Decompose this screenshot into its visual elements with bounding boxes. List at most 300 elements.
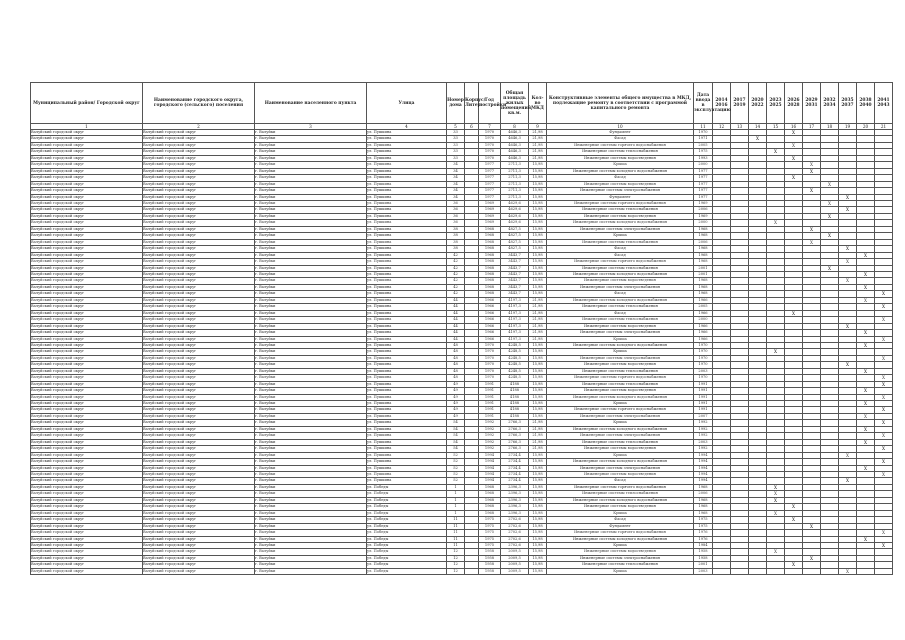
- house-number-cell: 38: [447, 233, 465, 239]
- district-cell: Валуйский городской округ: [31, 491, 143, 497]
- column-header: 2029 2031: [803, 83, 821, 124]
- built-year-cell: 1966: [479, 336, 501, 342]
- column-header: 2038 2040: [857, 83, 875, 124]
- locality-cell: г. Валуйки: [255, 162, 367, 168]
- count-cell: 15,98: [529, 491, 547, 497]
- house-number-cell: 38: [447, 239, 465, 245]
- locality-cell: г. Валуйки: [255, 291, 367, 297]
- scheduled-mark: X: [767, 491, 785, 497]
- street-cell: ул. Победы: [367, 543, 447, 549]
- area-cell: 2734,4: [501, 452, 529, 458]
- built-year-cell: 1977: [479, 181, 501, 187]
- count-cell: 15,98: [529, 401, 547, 407]
- commission-date-cell: 1966: [694, 336, 713, 342]
- commission-date-cell: 1994: [694, 465, 713, 471]
- element-cell: Инженерные системы теплоснабжения: [547, 439, 694, 445]
- street-cell: ул. Победы: [367, 523, 447, 529]
- commission-date-cell: 2001: [694, 265, 713, 271]
- commission-date-cell: 1968: [694, 497, 713, 503]
- house-number-cell: 52: [447, 465, 465, 471]
- built-year-cell: 1975: [479, 536, 501, 542]
- house-number-cell: 52: [447, 452, 465, 458]
- commission-date-cell: 1991: [694, 401, 713, 407]
- house-number-cell: 49: [447, 407, 465, 413]
- element-cell: Крыша: [547, 162, 694, 168]
- settlement-cell: Валуйский городской округ: [143, 265, 255, 271]
- district-cell: Валуйский городской округ: [31, 504, 143, 510]
- locality-cell: г. Валуйки: [255, 543, 367, 549]
- column-header: Муниципальный район/ Городской округ: [31, 83, 143, 124]
- column-number: 12: [713, 124, 731, 130]
- scheduled-mark: X: [839, 246, 857, 252]
- street-cell: ул. Пушкина: [367, 420, 447, 426]
- district-cell: Валуйский городской округ: [31, 420, 143, 426]
- street-cell: ул. Пушкина: [367, 246, 447, 252]
- house-number-cell: 42: [447, 278, 465, 284]
- area-cell: 4248,5: [501, 342, 529, 348]
- column-header: Улица: [367, 83, 447, 124]
- house-number-cell: 44: [447, 317, 465, 323]
- district-cell: Валуйский городской округ: [31, 523, 143, 529]
- locality-cell: г. Валуйки: [255, 226, 367, 232]
- built-year-cell: 1992: [479, 420, 501, 426]
- commission-date-cell: 1977: [694, 188, 713, 194]
- commission-date-cell: 1984: [694, 543, 713, 549]
- street-cell: ул. Пушкина: [367, 459, 447, 465]
- count-cell: 15,98: [529, 265, 547, 271]
- street-cell: ул. Пушкина: [367, 239, 447, 245]
- street-cell: ул. Пушкина: [367, 162, 447, 168]
- count-cell: 15,98: [529, 342, 547, 348]
- district-cell: Валуйский городской округ: [31, 194, 143, 200]
- built-year-cell: 1975: [479, 523, 501, 529]
- street-cell: ул. Победы: [367, 517, 447, 523]
- district-cell: Валуйский городской округ: [31, 188, 143, 194]
- element-cell: Инженерные системы водоотведения: [547, 278, 694, 284]
- built-year-cell: 1969: [479, 213, 501, 219]
- settlement-cell: Валуйский городской округ: [143, 136, 255, 142]
- area-cell: 4188: [501, 413, 529, 419]
- locality-cell: г. Валуйки: [255, 433, 367, 439]
- count-cell: 15,98: [529, 549, 547, 555]
- scheduled-mark: X: [767, 484, 785, 490]
- column-number: 15: [767, 124, 785, 130]
- count-cell: 15,98: [529, 459, 547, 465]
- count-cell: 15,98: [529, 465, 547, 471]
- settlement-cell: Валуйский городской округ: [143, 394, 255, 400]
- district-cell: Валуйский городской округ: [31, 310, 143, 316]
- commission-date-cell: 1977: [694, 181, 713, 187]
- commission-date-cell: 1969: [694, 213, 713, 219]
- element-cell: Инженерные системы холодного водоснабжения: [547, 394, 694, 400]
- count-cell: 15,98: [529, 388, 547, 394]
- street-cell: ул. Пушкина: [367, 233, 447, 239]
- street-cell: ул. Пушкина: [367, 472, 447, 478]
- element-cell: Крыша: [547, 336, 694, 342]
- scheduled-mark: X: [803, 188, 821, 194]
- commission-date-cell: 1994: [694, 478, 713, 484]
- street-cell: ул. Пушкина: [367, 278, 447, 284]
- area-cell: 2009,5: [501, 555, 529, 561]
- commission-date-cell: 1969: [694, 200, 713, 206]
- element-cell: Инженерные системы горячего водоснабжения: [547, 484, 694, 490]
- district-cell: Валуйский городской округ: [31, 517, 143, 523]
- column-header: 2014 2016: [713, 83, 731, 124]
- commission-date-cell: 1966: [694, 310, 713, 316]
- scheduled-mark: X: [821, 181, 839, 187]
- scheduled-mark: X: [857, 297, 875, 303]
- house-number-cell: 54: [447, 439, 465, 445]
- street-cell: ул. Победы: [367, 484, 447, 490]
- settlement-cell: Валуйский городской округ: [143, 555, 255, 561]
- locality-cell: г. Валуйки: [255, 233, 367, 239]
- settlement-cell: Валуйский городской округ: [143, 381, 255, 387]
- area-cell: 4248,5: [501, 375, 529, 381]
- locality-cell: г. Валуйки: [255, 394, 367, 400]
- area-cell: 2711,3: [501, 194, 529, 200]
- scheduled-mark: X: [803, 555, 821, 561]
- period-cell: [785, 568, 803, 574]
- house-number-cell: 36: [447, 207, 465, 213]
- locality-cell: г. Валуйки: [255, 472, 367, 478]
- column-number: 16: [785, 124, 803, 130]
- settlement-cell: Валуйский городской округ: [143, 271, 255, 277]
- column-number: 18: [821, 124, 839, 130]
- built-year-cell: 1994: [479, 465, 501, 471]
- district-cell: Валуйский городской округ: [31, 252, 143, 258]
- locality-cell: г. Валуйки: [255, 336, 367, 342]
- area-cell: 2711,3: [501, 175, 529, 181]
- settlement-cell: Валуйский городской округ: [143, 142, 255, 148]
- count-cell: 15,98: [529, 207, 547, 213]
- commission-date-cell: 1977: [694, 175, 713, 181]
- street-cell: ул. Пушкина: [367, 388, 447, 394]
- street-cell: ул. Победы: [367, 568, 447, 574]
- area-cell: 3443,7: [501, 291, 529, 297]
- district-cell: Валуйский городской округ: [31, 478, 143, 484]
- scheduled-mark: X: [875, 375, 893, 381]
- scheduled-mark: X: [821, 200, 839, 206]
- count-cell: 15,98: [529, 413, 547, 419]
- area-cell: 4188: [501, 407, 529, 413]
- commission-date-cell: 2001: [694, 562, 713, 568]
- street-cell: ул. Пушкина: [367, 291, 447, 297]
- settlement-cell: Валуйский городской округ: [143, 194, 255, 200]
- street-cell: ул. Пушкина: [367, 336, 447, 342]
- district-cell: Валуйский городской округ: [31, 175, 143, 181]
- locality-cell: г. Валуйки: [255, 349, 367, 355]
- built-year-cell: 1991: [479, 394, 501, 400]
- house-number-cell: 44: [447, 297, 465, 303]
- district-cell: Валуйский городской округ: [31, 510, 143, 516]
- commission-date-cell: 2007: [694, 413, 713, 419]
- street-cell: ул. Пушкина: [367, 478, 447, 484]
- element-cell: Инженерные системы горячего водоснабжения: [547, 259, 694, 265]
- locality-cell: г. Валуйки: [255, 484, 367, 490]
- locality-cell: г. Валуйки: [255, 155, 367, 161]
- column-number: 6: [465, 124, 479, 130]
- settlement-cell: Валуйский городской округ: [143, 181, 255, 187]
- element-cell: Инженерные системы горячего водоснабжения: [547, 530, 694, 536]
- settlement-cell: Валуйский городской округ: [143, 523, 255, 529]
- count-cell: 15,98: [529, 162, 547, 168]
- house-number-cell: 42: [447, 284, 465, 290]
- house-number-cell: 42: [447, 291, 465, 297]
- district-cell: Валуйский городской округ: [31, 472, 143, 478]
- period-cell: [713, 568, 731, 574]
- locality-cell: г. Валуйки: [255, 517, 367, 523]
- built-year-cell: 1992: [479, 439, 501, 445]
- area-cell: 4646,3: [501, 136, 529, 142]
- commission-date-cell: 1966: [694, 323, 713, 329]
- district-cell: Валуйский городской округ: [31, 530, 143, 536]
- scheduled-mark: X: [839, 323, 857, 329]
- house-number-cell: 44: [447, 336, 465, 342]
- house-number-cell: 48: [447, 362, 465, 368]
- column-header: Наименование городского округа, городского (сельского) поселения: [143, 83, 255, 124]
- element-cell: Инженерные системы холодного водоснабжения: [547, 297, 694, 303]
- area-cell: 4197,3: [501, 304, 529, 310]
- column-number: 4: [367, 124, 447, 130]
- locality-cell: г. Валуйки: [255, 523, 367, 529]
- settlement-cell: Валуйский городской округ: [143, 484, 255, 490]
- built-year-cell: 1975: [479, 530, 501, 536]
- scheduled-mark: X: [875, 291, 893, 297]
- commission-date-cell: 1992: [694, 446, 713, 452]
- scheduled-mark: X: [857, 388, 875, 394]
- house-number-cell: 34: [447, 168, 465, 174]
- commission-date-cell: 2003: [694, 368, 713, 374]
- built-year-cell: 1992: [479, 426, 501, 432]
- settlement-cell: Валуйский городской округ: [143, 517, 255, 523]
- district-cell: Валуйский городской округ: [31, 426, 143, 432]
- element-cell: Крыша: [547, 543, 694, 549]
- element-cell: Инженерные системы водоотведения: [547, 549, 694, 555]
- locality-cell: г. Валуйки: [255, 278, 367, 284]
- count-cell: 21,98: [529, 323, 547, 329]
- street-cell: ул. Пушкина: [367, 220, 447, 226]
- settlement-cell: Валуйский городской округ: [143, 362, 255, 368]
- scheduled-mark: X: [803, 226, 821, 232]
- column-header: 2020 2022: [749, 83, 767, 124]
- area-cell: 3443,7: [501, 252, 529, 258]
- settlement-cell: Валуйский городской округ: [143, 188, 255, 194]
- settlement-cell: Валуйский городской округ: [143, 504, 255, 510]
- built-year-cell: 1969: [479, 207, 501, 213]
- house-number-cell: 12: [447, 562, 465, 568]
- commission-date-cell: 1968: [694, 291, 713, 297]
- settlement-cell: Валуйский городской округ: [143, 200, 255, 206]
- element-cell: Инженерные системы теплоснабжения: [547, 265, 694, 271]
- locality-cell: г. Валуйки: [255, 323, 367, 329]
- column-header: Корпус/ Литер: [465, 83, 479, 124]
- element-cell: Инженерные системы водоотведения: [547, 213, 694, 219]
- scheduled-mark: X: [785, 175, 803, 181]
- street-cell: ул. Пушкина: [367, 426, 447, 432]
- scheduled-mark: X: [839, 568, 857, 574]
- district-cell: Валуйский городской округ: [31, 368, 143, 374]
- built-year-cell: 1968: [479, 491, 501, 497]
- house-number-cell: 1: [447, 484, 465, 490]
- area-cell: 4629,6: [501, 213, 529, 219]
- count-cell: 15,98: [529, 213, 547, 219]
- scheduled-mark: X: [785, 310, 803, 316]
- count-cell: 15,98: [529, 536, 547, 542]
- locality-cell: г. Валуйки: [255, 265, 367, 271]
- count-cell: 15,98: [529, 168, 547, 174]
- commission-date-cell: 1970: [694, 349, 713, 355]
- locality-cell: г. Валуйки: [255, 284, 367, 290]
- locality-cell: г. Валуйки: [255, 200, 367, 206]
- built-year-cell: 1968: [479, 484, 501, 490]
- area-cell: 2766,3: [501, 420, 529, 426]
- area-cell: 4188: [501, 401, 529, 407]
- locality-cell: г. Валуйки: [255, 413, 367, 419]
- street-cell: ул. Пушкина: [367, 413, 447, 419]
- street-cell: ул. Пушкина: [367, 284, 447, 290]
- street-cell: ул. Пушкина: [367, 446, 447, 452]
- element-cell: Инженерные системы теплоснабжения: [547, 562, 694, 568]
- commission-date-cell: 1977: [694, 168, 713, 174]
- commission-date-cell: 1966: [694, 297, 713, 303]
- street-cell: ул. Пушкина: [367, 317, 447, 323]
- locality-cell: г. Валуйки: [255, 426, 367, 432]
- element-cell: Фасад: [547, 175, 694, 181]
- count-cell: 15,98: [529, 394, 547, 400]
- district-cell: Валуйский городской округ: [31, 413, 143, 419]
- settlement-cell: Валуйский городской округ: [143, 491, 255, 497]
- house-number-cell: 48: [447, 375, 465, 381]
- locality-cell: г. Валуйки: [255, 375, 367, 381]
- element-cell: Инженерные системы электроснабжения: [547, 413, 694, 419]
- commission-date-cell: 2003: [694, 568, 713, 574]
- count-cell: 21,98: [529, 310, 547, 316]
- built-year-cell: 1968: [479, 497, 501, 503]
- locality-cell: г. Валуйки: [255, 555, 367, 561]
- period-cell: [731, 568, 749, 574]
- column-header: 2026 2028: [785, 83, 803, 124]
- street-cell: ул. Победы: [367, 555, 447, 561]
- built-year-cell: 1970: [479, 375, 501, 381]
- area-cell: 2702,6: [501, 543, 529, 549]
- settlement-cell: Валуйский городской округ: [143, 530, 255, 536]
- scheduled-mark: X: [857, 252, 875, 258]
- count-cell: 21,98: [529, 446, 547, 452]
- scheduled-mark: X: [767, 497, 785, 503]
- house-number-cell: 12: [447, 568, 465, 574]
- settlement-cell: Валуйский городской округ: [143, 226, 255, 232]
- column-header: Дата ввода в эксплуатацию: [694, 83, 713, 124]
- street-cell: ул. Победы: [367, 562, 447, 568]
- area-cell: 2009,5: [501, 562, 529, 568]
- area-cell: 2702,6: [501, 536, 529, 542]
- element-cell: Инженерные системы электроснабжения: [547, 433, 694, 439]
- area-cell: 4646,3: [501, 149, 529, 155]
- area-cell: 2396,3: [501, 497, 529, 503]
- settlement-cell: Валуйский городской округ: [143, 336, 255, 342]
- built-year-cell: 1970: [479, 136, 501, 142]
- area-cell: 4248,5: [501, 362, 529, 368]
- locality-cell: г. Валуйки: [255, 239, 367, 245]
- house-number-cell: 49: [447, 381, 465, 387]
- element-cell: Фасад: [547, 291, 694, 297]
- house-number-cell: 48: [447, 349, 465, 355]
- built-year-cell: 1969: [479, 200, 501, 206]
- district-cell: Валуйский городской округ: [31, 323, 143, 329]
- area-cell: 4248,5: [501, 349, 529, 355]
- commission-date-cell: 2006: [694, 491, 713, 497]
- commission-date-cell: 1970: [694, 342, 713, 348]
- area-cell: 2009,5: [501, 568, 529, 574]
- count-cell: 15,98: [529, 555, 547, 561]
- area-cell: 4248,5: [501, 355, 529, 361]
- element-cell: Инженерные системы теплоснабжения: [547, 239, 694, 245]
- count-cell: 15,98: [529, 233, 547, 239]
- period-cell: [821, 568, 839, 574]
- built-year-cell: 1977: [479, 168, 501, 174]
- commission-date-cell: 1968: [694, 226, 713, 232]
- count-cell: 15,98: [529, 220, 547, 226]
- commission-date-cell: 1991: [694, 381, 713, 387]
- area-cell: 4646,3: [501, 130, 529, 136]
- element-cell: Крыша: [547, 452, 694, 458]
- settlement-cell: Валуйский городской округ: [143, 478, 255, 484]
- built-year-cell: 1977: [479, 194, 501, 200]
- built-year-cell: 1966: [479, 323, 501, 329]
- built-year-cell: 1970: [479, 355, 501, 361]
- street-cell: ул. Победы: [367, 497, 447, 503]
- house-number-cell: 11: [447, 543, 465, 549]
- locality-cell: г. Валуйки: [255, 304, 367, 310]
- commission-date-cell: 1958: [694, 549, 713, 555]
- house-number-cell: 36: [447, 213, 465, 219]
- column-number: 8: [501, 124, 529, 130]
- street-cell: ул. Пушкина: [367, 188, 447, 194]
- scheduled-mark: X: [803, 239, 821, 245]
- commission-date-cell: 1968: [694, 278, 713, 284]
- commission-date-cell: 2000: [694, 317, 713, 323]
- element-cell: Фасад: [547, 478, 694, 484]
- district-cell: Валуйский городской округ: [31, 226, 143, 232]
- column-header: 2041 2043: [875, 83, 893, 124]
- area-cell: 4188: [501, 394, 529, 400]
- element-cell: Инженерные системы холодного водоснабжения: [547, 426, 694, 432]
- column-number: 10: [547, 124, 694, 130]
- settlement-cell: Валуйский городской округ: [143, 388, 255, 394]
- house-number-cell: 1: [447, 510, 465, 516]
- period-cell: [803, 568, 821, 574]
- locality-cell: г. Валуйки: [255, 342, 367, 348]
- column-number: 20: [857, 124, 875, 130]
- district-cell: Валуйский городской округ: [31, 336, 143, 342]
- settlement-cell: Валуйский городской округ: [143, 252, 255, 258]
- house-number-cell: 52: [447, 478, 465, 484]
- table-body: [31, 130, 893, 575]
- street-cell: ул. Пушкина: [367, 200, 447, 206]
- locality-cell: г. Валуйки: [255, 362, 367, 368]
- settlement-cell: Валуйский городской округ: [143, 207, 255, 213]
- column-header: 2023 2025: [767, 83, 785, 124]
- locality-cell: г. Валуйки: [255, 562, 367, 568]
- built-year-cell: 1968: [479, 510, 501, 516]
- street-cell: ул. Пушкина: [367, 310, 447, 316]
- count-cell: 15,98: [529, 349, 547, 355]
- commission-date-cell: 2006: [694, 207, 713, 213]
- house-number-cell: 1: [447, 497, 465, 503]
- scheduled-mark: X: [875, 394, 893, 400]
- settlement-cell: Валуйский городской округ: [143, 549, 255, 555]
- scheduled-mark: X: [875, 355, 893, 361]
